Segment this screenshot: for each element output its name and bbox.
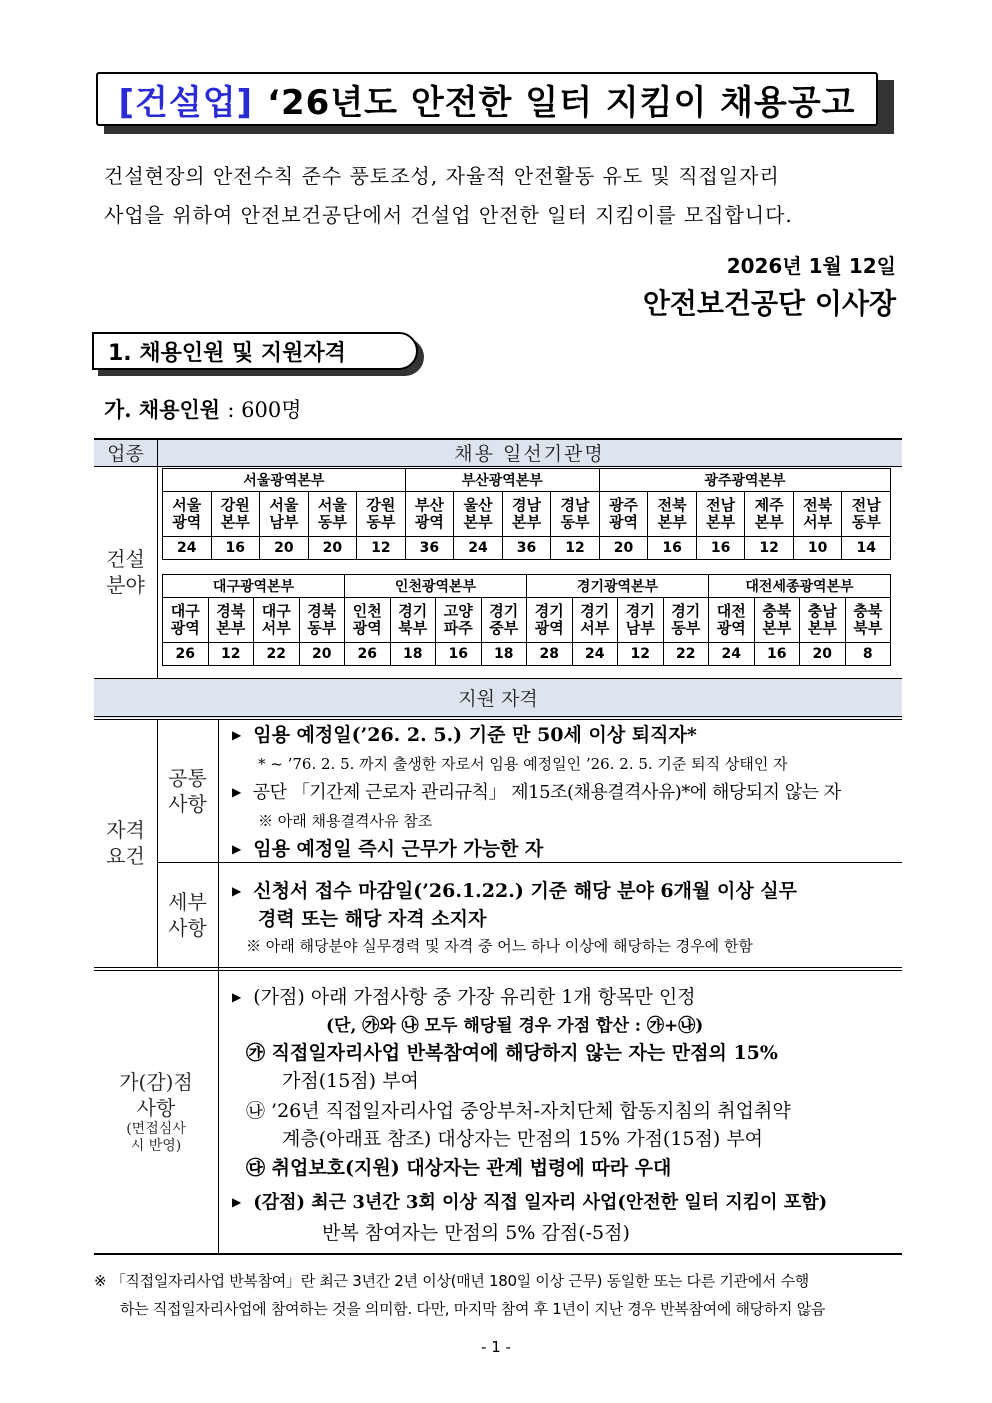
subsection-title <box>104 394 302 424</box>
detail-note: ※ 아래 해당분야 실무경력 및 자격 중 어느 하나 이상에 해당하는 경우에 한함 <box>246 937 753 955</box>
triangle-bullet-icon: ▶ <box>232 1195 242 1209</box>
office-name: 경기 서부 <box>572 598 618 643</box>
office-name: 부산 광역 <box>405 492 454 537</box>
hire-count: 24 <box>163 537 212 560</box>
office-name: 서울 동부 <box>308 492 357 537</box>
table-line <box>157 862 902 863</box>
subsection-value: : 600명 <box>227 398 302 422</box>
bonus-label: 가(감)점 사항 <box>119 1069 193 1120</box>
hire-count: 20 <box>800 643 846 666</box>
office-name: 충남 본부 <box>800 598 846 643</box>
title-tag: [건설업] <box>118 82 254 123</box>
hire-count: 10 <box>793 537 842 560</box>
hire-count: 12 <box>551 537 600 560</box>
triangle-bullet-icon: ▶ <box>232 884 242 898</box>
hire-count: 20 <box>260 537 309 560</box>
hire-count: 24 <box>709 643 755 666</box>
office-table-2 <box>162 574 891 666</box>
subsection-label: 가. 채용인원 <box>104 397 221 422</box>
bonus-item-ga: ㉮ 직접일자리사업 반복참여에 해당하지 않는 자는 만점의 15% <box>246 1042 778 1064</box>
office-name: 전남 동부 <box>842 492 891 537</box>
office-name: 경기 중부 <box>481 598 527 643</box>
office-name: 충북 북부 <box>845 598 891 643</box>
office-name: 광주 광역 <box>599 492 648 537</box>
hire-count: 16 <box>648 537 697 560</box>
office-name: 제주 본부 <box>745 492 794 537</box>
hire-count: 12 <box>745 537 794 560</box>
hire-count: 20 <box>299 643 345 666</box>
hire-count: 12 <box>208 643 254 666</box>
region-header: 인천광역본부 <box>345 575 527 598</box>
penalty-item: ▶ (감점) 최근 3년간 3회 이상 직접 일자리 사업(안전한 일터 지킴이 포함) <box>232 1192 828 1213</box>
office-name: 경기 북부 <box>390 598 436 643</box>
table-vline <box>218 719 219 1253</box>
region-header: 경기광역본부 <box>527 575 709 598</box>
office-name: 서울 광역 <box>163 492 212 537</box>
office-name: 경남 동부 <box>551 492 600 537</box>
bonus-item-na: ㉯ ’26년 직접일자리사업 중앙부처-자치단체 합동지침의 취업취약 <box>246 1100 791 1122</box>
office-table-1 <box>162 468 891 560</box>
announcement-date: 2026년 1월 12일 <box>726 254 896 278</box>
hire-count: 24 <box>572 643 618 666</box>
hire-count: 26 <box>163 643 209 666</box>
footnote-line-2: 하는 직접일자리사업에 참여하는 것을 의미함. 다만, 마지막 참여 후 1년이 지난 경우 반복참여에 해당하지 않음 <box>120 1300 826 1318</box>
table-vline <box>157 438 158 678</box>
table-line <box>94 466 902 467</box>
office-name: 울산 본부 <box>454 492 503 537</box>
hire-count: 14 <box>842 537 891 560</box>
hire-count: 24 <box>454 537 503 560</box>
document-title <box>96 72 878 126</box>
penalty-item-cont: 반복 참여자는 만점의 5% 감점(-5점) <box>322 1222 630 1244</box>
office-name: 경남 본부 <box>502 492 551 537</box>
hire-count: 12 <box>618 643 664 666</box>
bonus-item-ga-cont: 가점(15점) 부여 <box>282 1070 419 1092</box>
region-header: 부산광역본부 <box>405 469 599 492</box>
table-bottom-border <box>94 1253 902 1255</box>
triangle-bullet-icon: ▶ <box>232 785 241 799</box>
page-number: - 1 - <box>481 1338 511 1356</box>
hire-count: 18 <box>390 643 436 666</box>
hire-count: 18 <box>481 643 527 666</box>
hire-count: 16 <box>436 643 482 666</box>
common-item-3: ▶ 임용 예정일 즉시 근무가 가능한 자 <box>232 838 544 860</box>
common-item-1: ▶ 임용 예정일(’26. 2. 5.) 기준 만 50세 이상 퇴직자* <box>232 724 697 746</box>
hire-count: 20 <box>308 537 357 560</box>
hire-count: 16 <box>696 537 745 560</box>
hire-count: 20 <box>599 537 648 560</box>
intro-line-2: 사업을 위하여 안전보건공단에서 건설업 안전한 일터 지킴이를 모집합니다. <box>104 203 793 227</box>
table-line <box>94 967 902 968</box>
office-name: 경북 동부 <box>299 598 345 643</box>
bonus-item-1-cond: (단, ㉮와 ㉯ 모두 해당될 경우 가점 합산 : ㉮+㉯) <box>326 1016 704 1036</box>
office-name: 고양 파주 <box>436 598 482 643</box>
bonus-item-na-cont: 계층(아래표 참조) 대상자는 만점의 15% 가점(15점) 부여 <box>282 1128 764 1150</box>
office-name: 강원 본부 <box>211 492 260 537</box>
hire-count: 8 <box>845 643 891 666</box>
office-name: 전북 본부 <box>648 492 697 537</box>
detail-label: 세부 사항 <box>168 889 207 940</box>
region-header: 대전세종광역본부 <box>709 575 891 598</box>
office-name: 전북 서부 <box>793 492 842 537</box>
bonus-label-cell <box>94 970 218 1253</box>
triangle-bullet-icon: ▶ <box>232 990 242 1004</box>
hire-count: 22 <box>254 643 300 666</box>
detail-item-1: ▶ 신청서 접수 마감일(’26.1.22.) 기준 해당 분야 6개월 이상 실무 <box>232 880 797 902</box>
hire-count: 16 <box>211 537 260 560</box>
office-name: 전남 본부 <box>696 492 745 537</box>
office-name: 강원 동부 <box>357 492 406 537</box>
office-name: 충북 본부 <box>754 598 800 643</box>
office-name: 인천 광역 <box>345 598 391 643</box>
detail-item-2: 경력 또는 해당 자격 소지자 <box>258 908 487 930</box>
region-header: 대구광역본부 <box>163 575 345 598</box>
col-agency-header: 채용 일선기관명 <box>454 442 605 465</box>
common-item-2-note: ※ 아래 채용결격사유 참조 <box>258 812 433 830</box>
footnote-line-1: ※ 「직접일자리사업 반복참여」란 최근 3년간 2년 이상(매년 180일 이상 근무) 동일한 또는 다른 기관에서 수행 <box>94 1272 809 1290</box>
office-name: 경북 본부 <box>208 598 254 643</box>
common-item-2: ▶ 공단 「기간제 근로자 관리규칙」 제15조(채용결격사유)*에 해당되지 않는 자 <box>232 782 841 803</box>
requirement-label: 자격 요건 <box>106 818 145 868</box>
hire-count: 12 <box>357 537 406 560</box>
common-item-1-note: * ~ ’76. 2. 5. 까지 출생한 자로서 임용 예정일인 ’26. 2. 5. 기준 퇴직 상태인 자 <box>258 755 788 773</box>
region-header: 서울광역본부 <box>163 469 406 492</box>
hire-count: 36 <box>502 537 551 560</box>
issuer: 안전보건공단 이사장 <box>642 287 896 320</box>
office-name: 대전 광역 <box>709 598 755 643</box>
office-name: 대구 서부 <box>254 598 300 643</box>
triangle-bullet-icon: ▶ <box>232 842 242 856</box>
title-text: ‘26년도 안전한 일터 지킴이 채용공고 <box>267 82 856 123</box>
hire-count: 22 <box>663 643 709 666</box>
bonus-sublabel: (면접심사 시 반영) <box>126 1120 186 1154</box>
bonus-item-1: ▶ (가점) 아래 가점사항 중 가장 유리한 1개 항목만 인정 <box>232 986 696 1008</box>
table-line <box>94 716 902 717</box>
triangle-bullet-icon: ▶ <box>232 728 242 742</box>
section-header: 1. 채용인원 및 지원자격 <box>92 332 418 370</box>
office-name: 대구 광역 <box>163 598 209 643</box>
col-industry-header: 업종 <box>107 442 144 465</box>
office-name: 서울 남부 <box>260 492 309 537</box>
office-name: 경기 동부 <box>663 598 709 643</box>
intro-line-1: 건설현장의 안전수칙 준수 풍토조성, 자율적 안전활동 유도 및 직접일자리 <box>104 164 780 188</box>
hire-count: 26 <box>345 643 391 666</box>
industry-label: 건설 분야 <box>106 547 145 597</box>
office-name: 경기 남부 <box>618 598 664 643</box>
bonus-item-da: ㉰ 취업보호(지원) 대상자는 관계 법령에 따라 우대 <box>246 1157 672 1179</box>
region-header: 광주광역본부 <box>599 469 890 492</box>
common-label: 공통 사항 <box>168 765 207 816</box>
qual-header: 지원 자격 <box>458 687 538 710</box>
office-name: 경기 광역 <box>527 598 573 643</box>
hire-count: 16 <box>754 643 800 666</box>
hire-count: 28 <box>527 643 573 666</box>
hire-count: 36 <box>405 537 454 560</box>
